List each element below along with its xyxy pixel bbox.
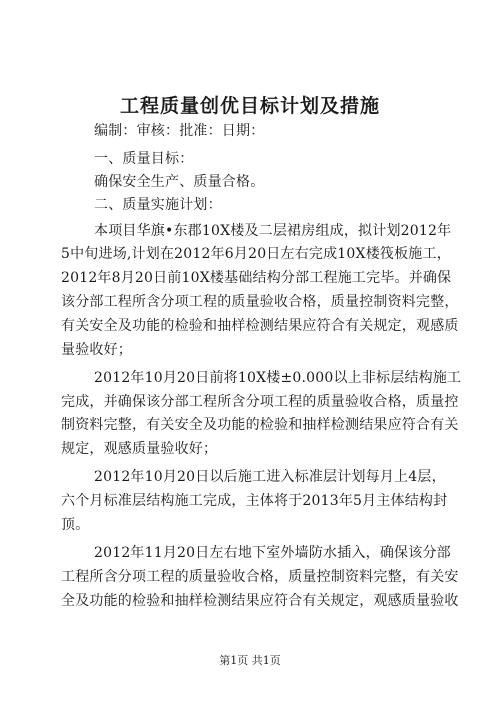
paragraph-line: 量验收好； <box>61 342 132 358</box>
paragraph-line: 制资料完整，有关安全及功能的检验和抽样检测结果应符合有关 <box>61 417 459 433</box>
document-title: 工程质量创优目标计划及措施 <box>119 95 380 117</box>
paragraph-line: 5中旬进场,计划在2012年6月20日左右完成10X楼筏板施工， <box>61 246 451 262</box>
paragraph-line: 规定，观感质量验收好； <box>61 441 218 457</box>
paragraph-line: 确保安全生产、质量合格。 <box>94 174 265 190</box>
paragraph-line: 2012年11月20日左右地下室外墙防水插入，确保该分部 <box>94 545 451 561</box>
paragraph-line: 六个月标准层结构施工完成，主体将于2013年5月主体结构封 <box>61 493 448 509</box>
paragraph-line: 2012年10月20日以后施工进入标准层计划每月上4层， <box>94 469 446 485</box>
paragraph-line: 工程所含分项工程的质量验收合格，质量控制资料完整，有关安 <box>61 569 459 585</box>
section-heading: 一、质量目标： <box>94 151 194 167</box>
paragraph-line: 2012年8月20日前10X楼基础结构分部工程施工完毕。并确保 <box>61 270 452 286</box>
page-number-footer: 第1页 共1页 <box>219 654 281 667</box>
paragraph-line: 有关安全及功能的检验和抽样检测结果应符合有关规定，观感质 <box>61 318 459 334</box>
paragraph-line: 全及功能的检验和抽样检测结果应符合有关规定，观感质量验收 <box>61 593 459 609</box>
paragraph-line: 完成，并确保该分部工程所含分项工程的质量验收合格，质量控 <box>61 394 459 410</box>
paragraph-line: 2012年10月20日前将10X楼±0.000以上非标层结构施工 <box>94 370 462 386</box>
paragraph-line: 该分部工程所含分项工程的质量验收合格，质量控制资料完整， <box>61 294 459 310</box>
signature-line: 编制：审核：批准：日期： <box>94 123 265 139</box>
section-heading: 二、质量实施计划： <box>94 197 222 213</box>
paragraph-line: 顶。 <box>61 517 90 533</box>
paragraph-line: 本项目华旗•东郡10X楼及二层裙房组成，拟计划2012年 <box>94 223 452 239</box>
